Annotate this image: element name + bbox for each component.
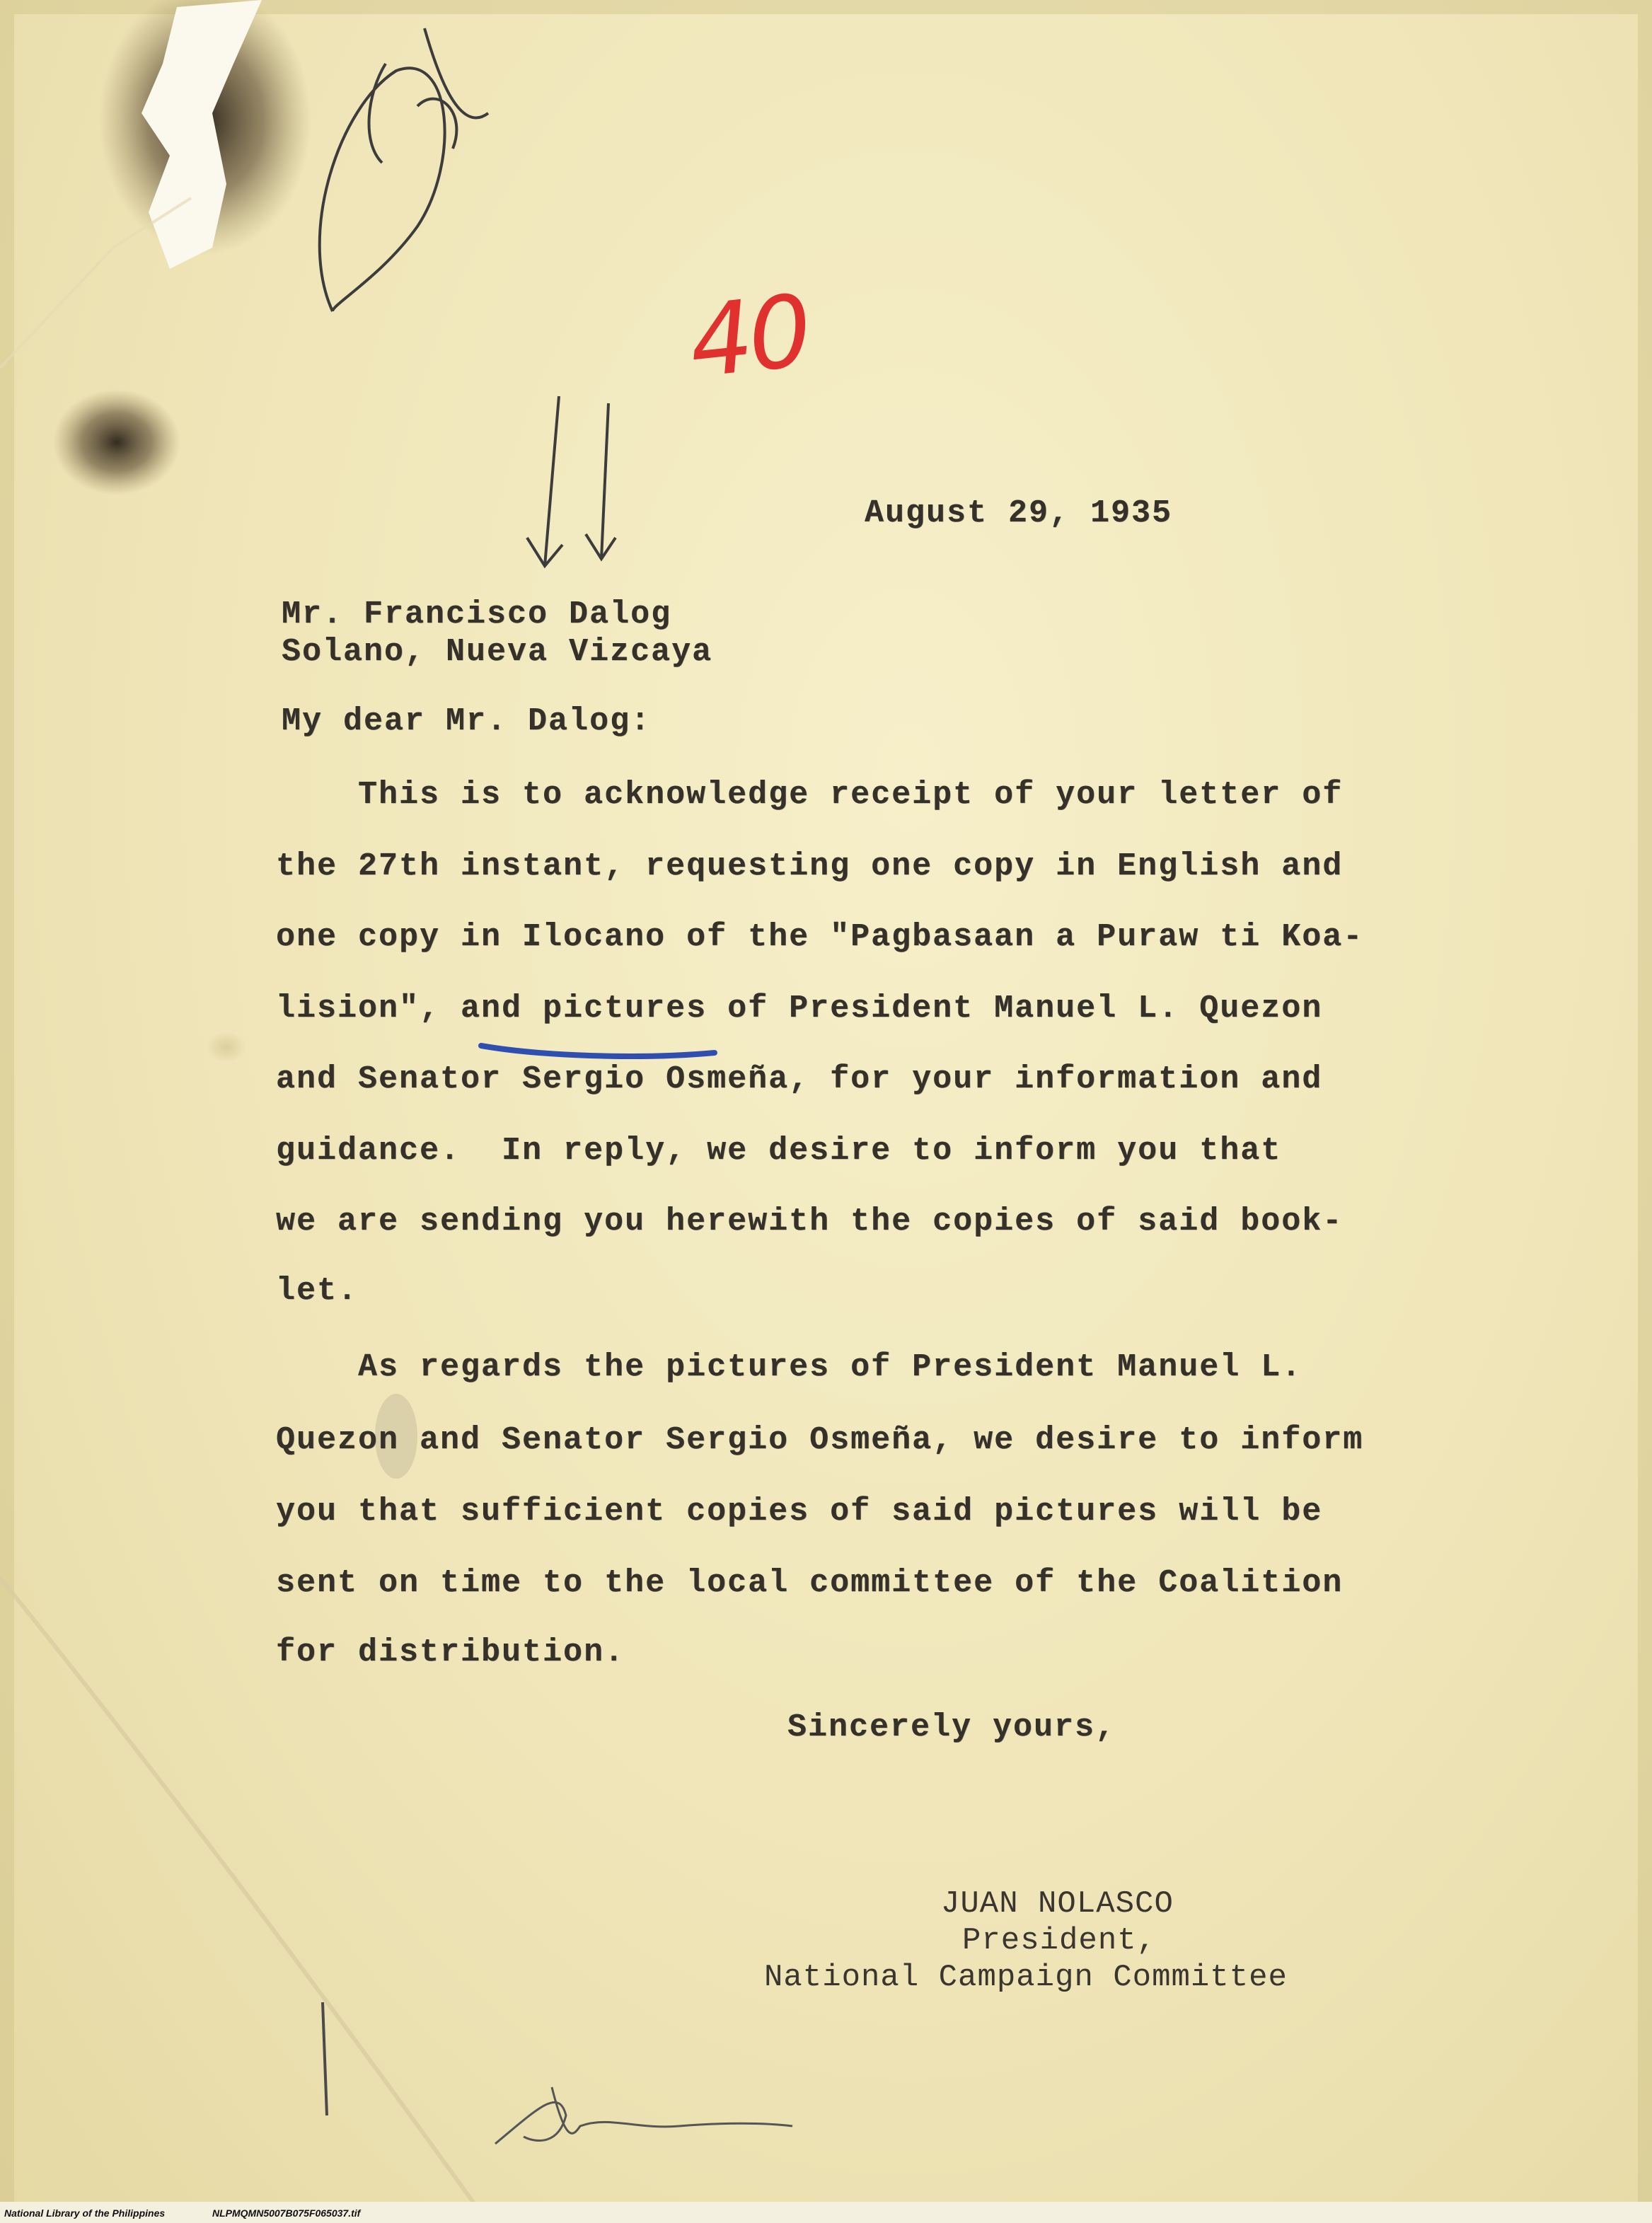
paragraph-1-line: one copy in Ilocano of the "Pagbasaan a Puraw ti Koa- xyxy=(276,919,1364,955)
paragraph-1-line: This is to acknowledge receipt of your letter of xyxy=(276,777,1344,813)
archive-institution: National Library of the Philippines xyxy=(4,2207,166,2219)
archive-file-id: NLPMQMN5007B075F065037.tif xyxy=(212,2207,361,2219)
paragraph-2-line: you that sufficient copies of said pictures will be xyxy=(276,1494,1323,1530)
signer-title: President, xyxy=(962,1923,1157,1958)
paragraph-1-line: let. xyxy=(276,1273,359,1309)
recipient-address: Solano, Nueva Vizcaya xyxy=(282,634,713,670)
recipient-name: Mr. Francisco Dalog xyxy=(282,596,672,633)
paragraph-1-line: lision", and pictures of President Manuel L. Quezon xyxy=(276,991,1323,1027)
paragraph-2-line: sent on time to the local committee of the Coalition xyxy=(276,1565,1344,1601)
burn-mark-left xyxy=(53,389,180,495)
paragraph-2-line: As regards the pictures of President Manuel L. xyxy=(276,1349,1302,1385)
pencil-scribble xyxy=(320,28,488,311)
paragraph-1-line: the 27th instant, requesting one copy in English and xyxy=(276,848,1344,884)
paragraph-1-line: guidance. In reply, we desire to inform you that xyxy=(276,1133,1282,1169)
signer-organization: National Campaign Committee xyxy=(764,1960,1288,1995)
paragraph-2-line: Quezon and Senator Sergio Osmeña, we desire to inform xyxy=(276,1422,1364,1458)
red-page-number: 40 xyxy=(683,273,814,401)
paragraph-1-line: we are sending you herewith the copies of said book- xyxy=(276,1203,1344,1240)
salutation: My dear Mr. Dalog: xyxy=(282,703,652,739)
signer-name: JUAN NOLASCO xyxy=(941,1886,1174,1922)
archive-footer xyxy=(0,2202,1652,2223)
pencil-arrows xyxy=(527,396,616,566)
paragraph-2-line: for distribution. xyxy=(276,1634,625,1670)
blue-underline xyxy=(481,1046,715,1056)
paragraph-1-line: and Senator Sergio Osmeña, for your information and xyxy=(276,1061,1323,1097)
letter-date: August 29, 1935 xyxy=(865,495,1173,531)
closing: Sincerely yours, xyxy=(787,1709,1116,1745)
pencil-initials xyxy=(495,2087,792,2144)
